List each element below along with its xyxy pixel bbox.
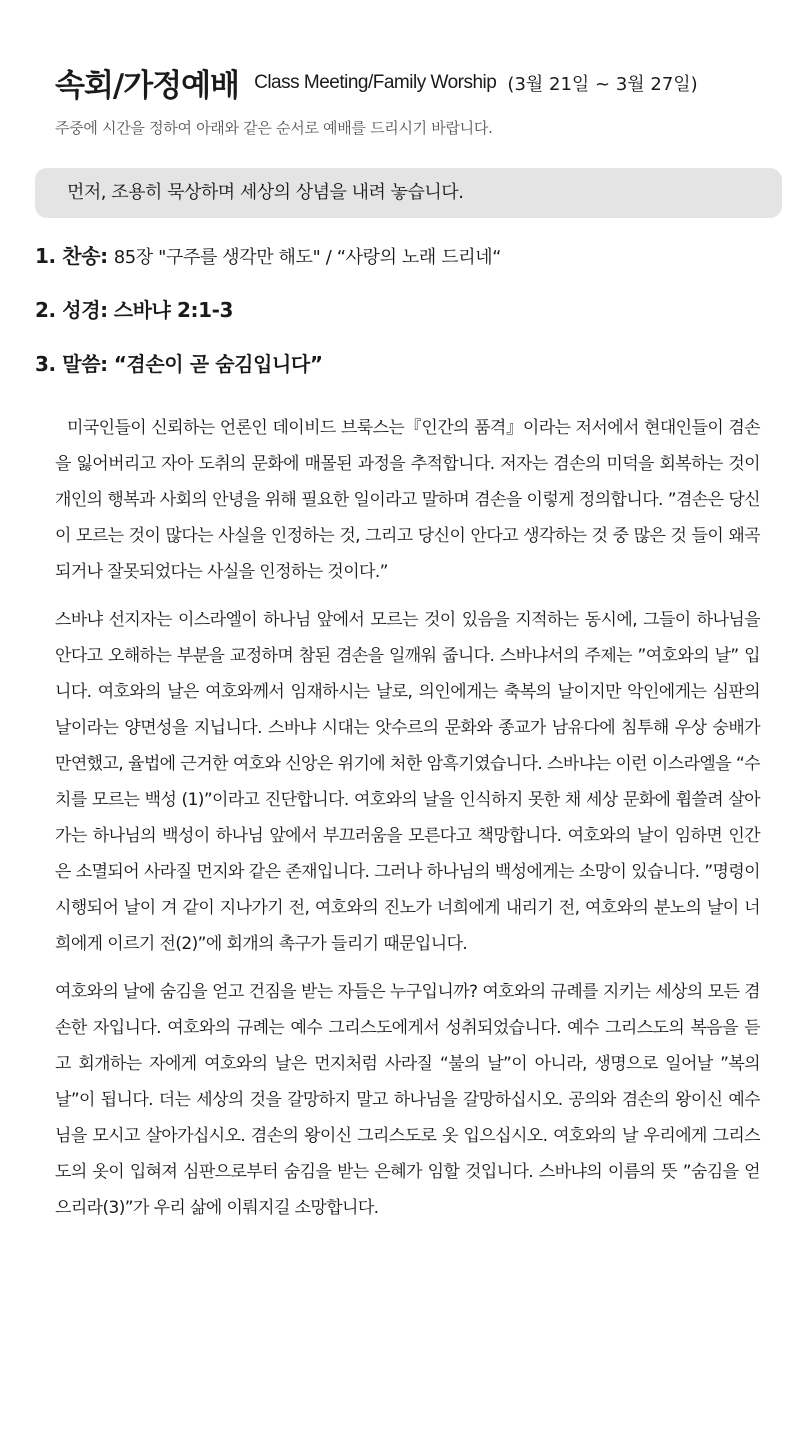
order-item-scripture (35, 294, 233, 323)
hymn-value: 85장 "구주를 생각만 해도" / “사랑의 노래 드리네“ (113, 247, 502, 268)
sermon-title: “겸손이 곧 숨김입니다” (113, 352, 323, 376)
scripture-label: 2. 성경: (35, 298, 108, 322)
order-item-hymn (35, 240, 501, 269)
sermon-body (55, 410, 760, 1238)
hymn-label: 1. 찬송: (35, 244, 108, 268)
intro-banner: 먼저, 조용히 묵상하며 세상의 상념을 내려 놓습니다. (35, 168, 782, 218)
page-title-english: Class Meeting/Family Worship (254, 71, 497, 93)
scripture-value: 스바냐 2:1-3 (113, 298, 234, 322)
page-subtitle: 주중에 시간을 정하여 아래와 같은 순서로 예배를 드리시기 바랍니다. (55, 119, 493, 137)
sermon-label: 3. 말씀: (35, 352, 108, 376)
sermon-paragraph-2: 스바냐 선지자는 이스라엘이 하나님 앞에서 모르는 것이 있음을 지적하는 동시에, 그들이 하나님을 안다고 오해하는 부분을 교정하며 참된 겸손을 일깨워 줍니다. 스바냐서의 주제는 ”여호와의 날” 입니다. 여호와의 날은 여호와께서 임재하시는 날로, 의인에게는 축복의 날이지만 악인에게는 심판의 날이라는 양면성을 지닙니다. 스바냐 시대는 앗수르의 문화와 종교가 남유다에 침투해 우상 숭배가 만연했고, 율법에 근거한 여호와 신앙은 위기에 처한 암흑기였습니다. 스바냐는 이런 이스라엘을 “수치를 모르는 백성 (1)”이라고 진단합니다. 여호와의 날을 인식하지 못한 채 세상 문화에 휩쓸려 살아가는 하나님의 백성이 하나님 앞에서 부끄러움을 모른다고 책망합니다. 여호와의 날이 임하면 인간은 소멸되어 사라질 먼지와 같은 존재입니다. 그러나 하나님의 백성에게는 소망이 있습니다. ”명령이 시행되어 날이 겨 같이 지나가기 전, 여호와의 진노가 너희에게 내리기 전, 여호와의 분노의 날이 너희에게 이르기 전(2)”에 회개의 촉구가 들리기 때문입니다. (55, 610, 760, 954)
page-header (55, 60, 780, 105)
order-item-sermon (35, 348, 323, 377)
sermon-paragraph-3: 여호와의 날에 숨김을 얻고 건짐을 받는 자들은 누구입니까? 여호와의 규례를 지키는 세상의 모든 겸손한 자입니다. 여호와의 규례는 예수 그리스도에게서 성취되었습니다. 예수 그리스도의 복음을 듣고 회개하는 자에게 여호와의 날은 먼지처럼 사라질 “불의 날”이 아니라, 생명으로 일어날 ”복의 날”이 됩니다. 더는 세상의 것을 갈망하지 말고 하나님을 갈망하십시오. 공의와 겸손의 왕이신 예수님을 모시고 살아가십시오. 겸손의 왕이신 그리스도로 옷 입으십시오. 여호와의 날 우리에게 그리스도의 옷이 입혀져 심판으로부터 숨김을 받는 은혜가 임할 것입니다. 스바냐의 이름의 뜻 ”숨김을 얻으리라(3)”가 우리 삶에 이뤄지길 소망합니다. (55, 982, 760, 1218)
page-title: 속회/가정예배 (55, 68, 239, 104)
sermon-paragraph-1: 미국인들이 신뢰하는 언론인 데이비드 브룩스는『인간의 품격』이라는 저서에서 현대인들이 겸손을 잃어버리고 자아 도취의 문화에 매몰된 과정을 추적합니다. 저자는 겸손의 미덕을 회복하는 것이 개인의 행복과 사회의 안녕을 위해 필요한 일이라고 말하며 겸손을 이렇게 정의합니다. ”겸손은 당신이 모르는 것이 많다는 사실을 인정하는 것, 그리고 당신이 안다고 생각하는 것 중 많은 것 들이 왜곡되거나 잘못되었다는 사실을 인정하는 것이다.” (55, 418, 760, 582)
date-range: (3월 21일 ~ 3월 27일) (507, 73, 698, 95)
